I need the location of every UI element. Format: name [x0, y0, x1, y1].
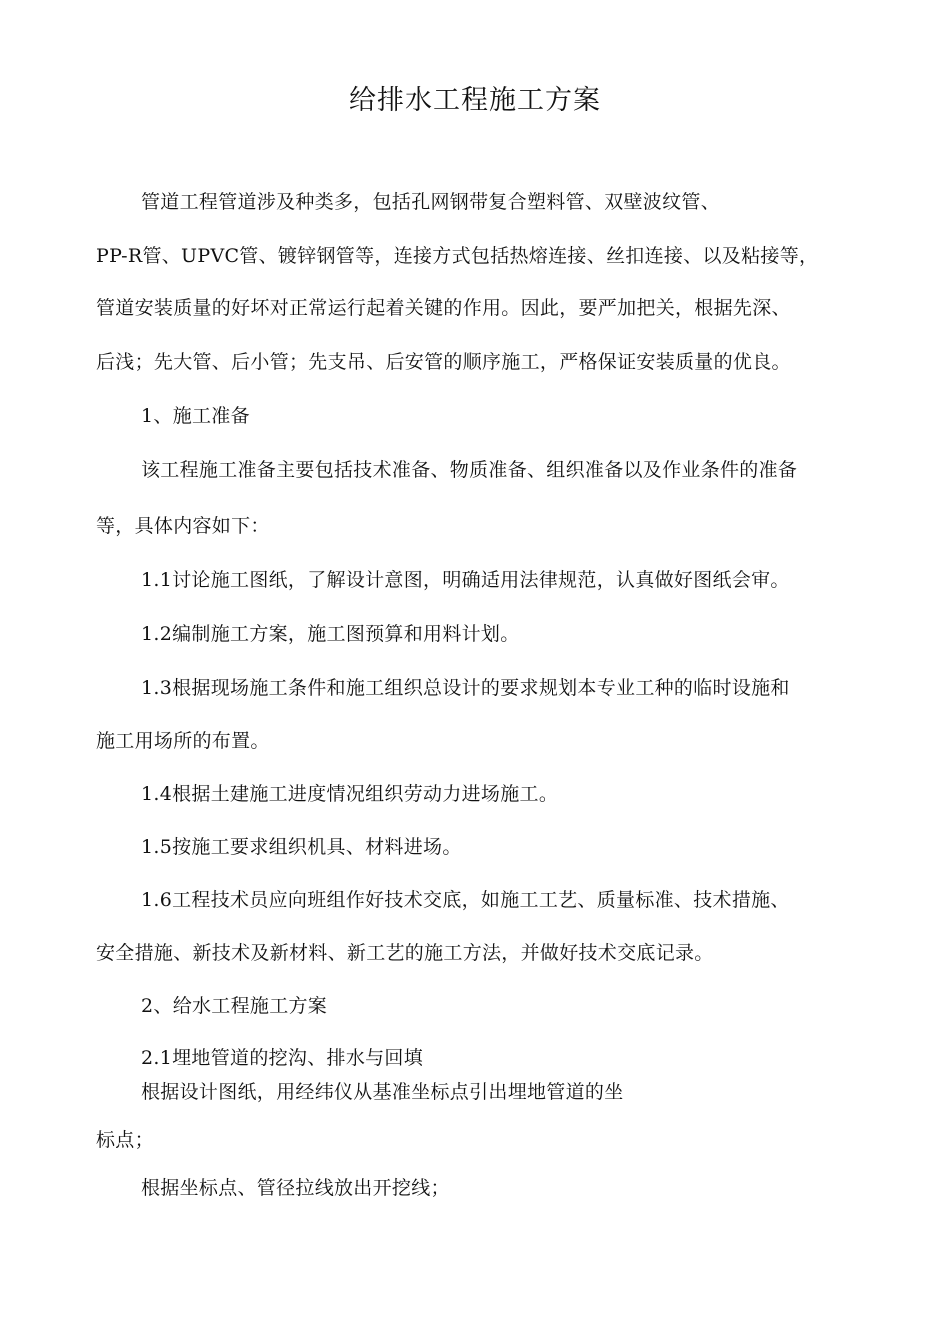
item-1-2: 1.2编制施工方案，施工图预算和用料计划。	[141, 623, 520, 645]
paragraph-line-4: 后浅；先大管、后小管；先支吊、后安管的顺序施工，严格保证安装质量的优良。	[96, 351, 791, 373]
paragraph-line-2: PP-R管、UPVC管、镀锌钢管等，连接方式包括热熔连接、丝扣连接、以及粘接等，	[96, 245, 819, 267]
document-title: 给排水工程施工方案	[349, 85, 601, 116]
item-1-3-continued: 施工用场所的布置。	[96, 730, 270, 752]
section-heading-2: 2、给水工程施工方案	[141, 995, 328, 1017]
item-1-6-continued: 安全措施、新技术及新材料、新工艺的施工方法，并做好技术交底记录。	[96, 942, 714, 964]
paragraph-line-9: 根据坐标点、管径拉线放出开挖线；	[141, 1177, 450, 1199]
paragraph-line-8: 标点；	[96, 1129, 154, 1151]
paragraph-line-1: 管道工程管道涉及种类多，包括孔网钢带复合塑料管、双壁波纹管、	[141, 191, 721, 213]
paragraph-line-7: 根据设计图纸，用经纬仪从基准坐标点引出埋地管道的坐	[141, 1081, 624, 1103]
item-1-6: 1.6工程技术员应向班组作好技术交底，如施工工艺、质量标准、技术措施、	[141, 889, 790, 911]
item-1-1: 1.1讨论施工图纸，了解设计意图，明确适用法律规范，认真做好图纸会审。	[141, 569, 790, 591]
item-1-4: 1.4根据土建施工进度情况组织劳动力进场施工。	[141, 783, 559, 805]
item-1-5: 1.5按施工要求组织机具、材料进场。	[141, 836, 462, 858]
item-1-3: 1.3根据现场施工条件和施工组织总设计的要求规划本专业工种的临时设施和	[141, 677, 790, 699]
paragraph-line-3: 管道安装质量的好坏对正常运行起着关键的作用。因此，要严加把关，根据先深、	[96, 297, 791, 319]
subsection-heading-2-1: 2.1埋地管道的挖沟、排水与回填	[141, 1047, 424, 1069]
section-heading-1: 1、施工准备	[141, 405, 250, 427]
paragraph-line-5: 该工程施工准备主要包括技术准备、物质准备、组织准备以及作业条件的准备	[141, 459, 798, 481]
paragraph-line-6: 等，具体内容如下：	[96, 515, 270, 537]
